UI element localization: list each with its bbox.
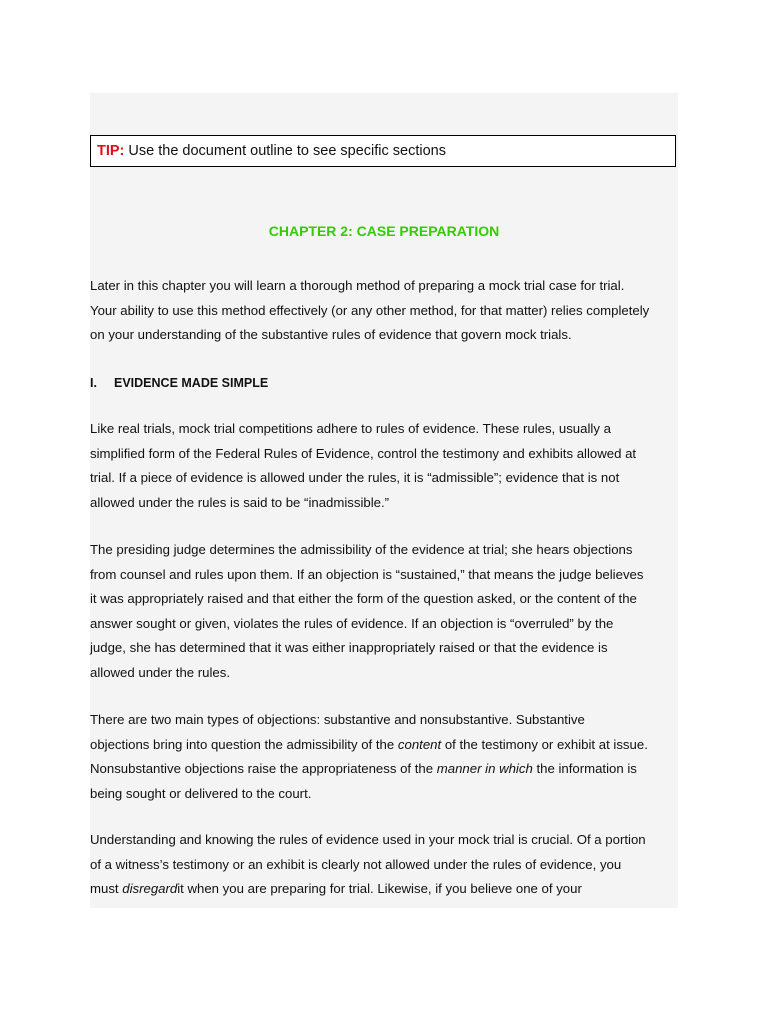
- paragraph-line: [90, 733, 680, 758]
- tip-label: TIP:: [97, 143, 125, 159]
- paragraph-line: There are two main types of objections: substantive and nonsubstantive. Substantive: [90, 712, 585, 727]
- text-run: of the testimony or exhibit at issue.: [441, 736, 648, 752]
- section-heading: [90, 374, 678, 392]
- emphasis-text: manner in which: [436, 761, 533, 776]
- emphasis-text: content: [397, 736, 442, 752]
- text-run: the information is: [532, 761, 637, 776]
- paragraph-line: of a witness’s testimony or an exhibit is clearly not allowed under the rules of evidence, you: [90, 856, 622, 872]
- chapter-title: CHAPTER 2: CASE PREPARATION: [268, 223, 500, 239]
- paragraph-3: [90, 708, 680, 806]
- text-run: objections bring into question the admissibility of the: [90, 736, 398, 752]
- emphasis-text: disregard: [122, 881, 178, 896]
- paragraph-line: trial. If a piece of evidence is allowed under the rules, it is “admissible”; evidence that is not: [90, 470, 620, 485]
- text-run: Nonsubstantive objections raise the appropriateness of the: [90, 761, 437, 776]
- paragraph-line: allowed under the rules.: [90, 664, 231, 680]
- paragraph-line: Like real trials, mock trial competitions adhere to rules of evidence. These rules, usually a: [90, 421, 611, 436]
- paragraph-2: [90, 538, 680, 685]
- paragraph-line: it was appropriately raised and that either the form of the question asked, or the content of the: [90, 591, 637, 606]
- paragraph-line: from counsel and rules upon them. If an objection is “sustained,” that means the judge believes: [90, 566, 644, 582]
- paragraph-line: being sought or delivered to the court.: [90, 785, 312, 801]
- tip-box: [90, 135, 676, 167]
- paragraph-line: simplified form of the Federal Rules of Evidence, control the testimony and exhibits allowed at: [90, 445, 637, 461]
- text-run: must: [90, 881, 123, 896]
- section-title: EVIDENCE MADE SIMPLE: [114, 376, 269, 390]
- section-number: I.: [90, 376, 97, 390]
- tip-text: Use the document outline to see specific sections: [124, 143, 446, 159]
- intro-line: on your understanding of the substantive rules of evidence that govern mock trials.: [90, 327, 572, 342]
- paragraph-line: answer sought or given, violates the rules of evidence. If an objection is “overruled” by the: [90, 615, 614, 631]
- paragraph-line: The presiding judge determines the admissibility of the evidence at trial; she hears objections: [90, 542, 633, 557]
- paragraph-4: [90, 828, 680, 902]
- document-page: [90, 93, 678, 908]
- paragraph-line: allowed under the rules is said to be “inadmissible.”: [90, 494, 390, 510]
- text-run: it when you are preparing for trial. Likewise, if you believe one of your: [177, 881, 582, 896]
- intro-paragraph: [90, 274, 680, 348]
- intro-line: Your ability to use this method effectively (or any other method, for that matter) relies completely: [90, 302, 650, 318]
- paragraph-line: [90, 877, 680, 902]
- paragraph-1: [90, 417, 680, 515]
- paragraph-line: judge, she has determined that it was either inappropriately raised or that the evidence is: [90, 640, 608, 655]
- paragraph-line: Understanding and knowing the rules of evidence used in your mock trial is crucial. Of a portion: [90, 832, 646, 847]
- intro-line: Later in this chapter you will learn a thorough method of preparing a mock trial case for trial.: [90, 278, 625, 293]
- paragraph-line: [90, 757, 680, 782]
